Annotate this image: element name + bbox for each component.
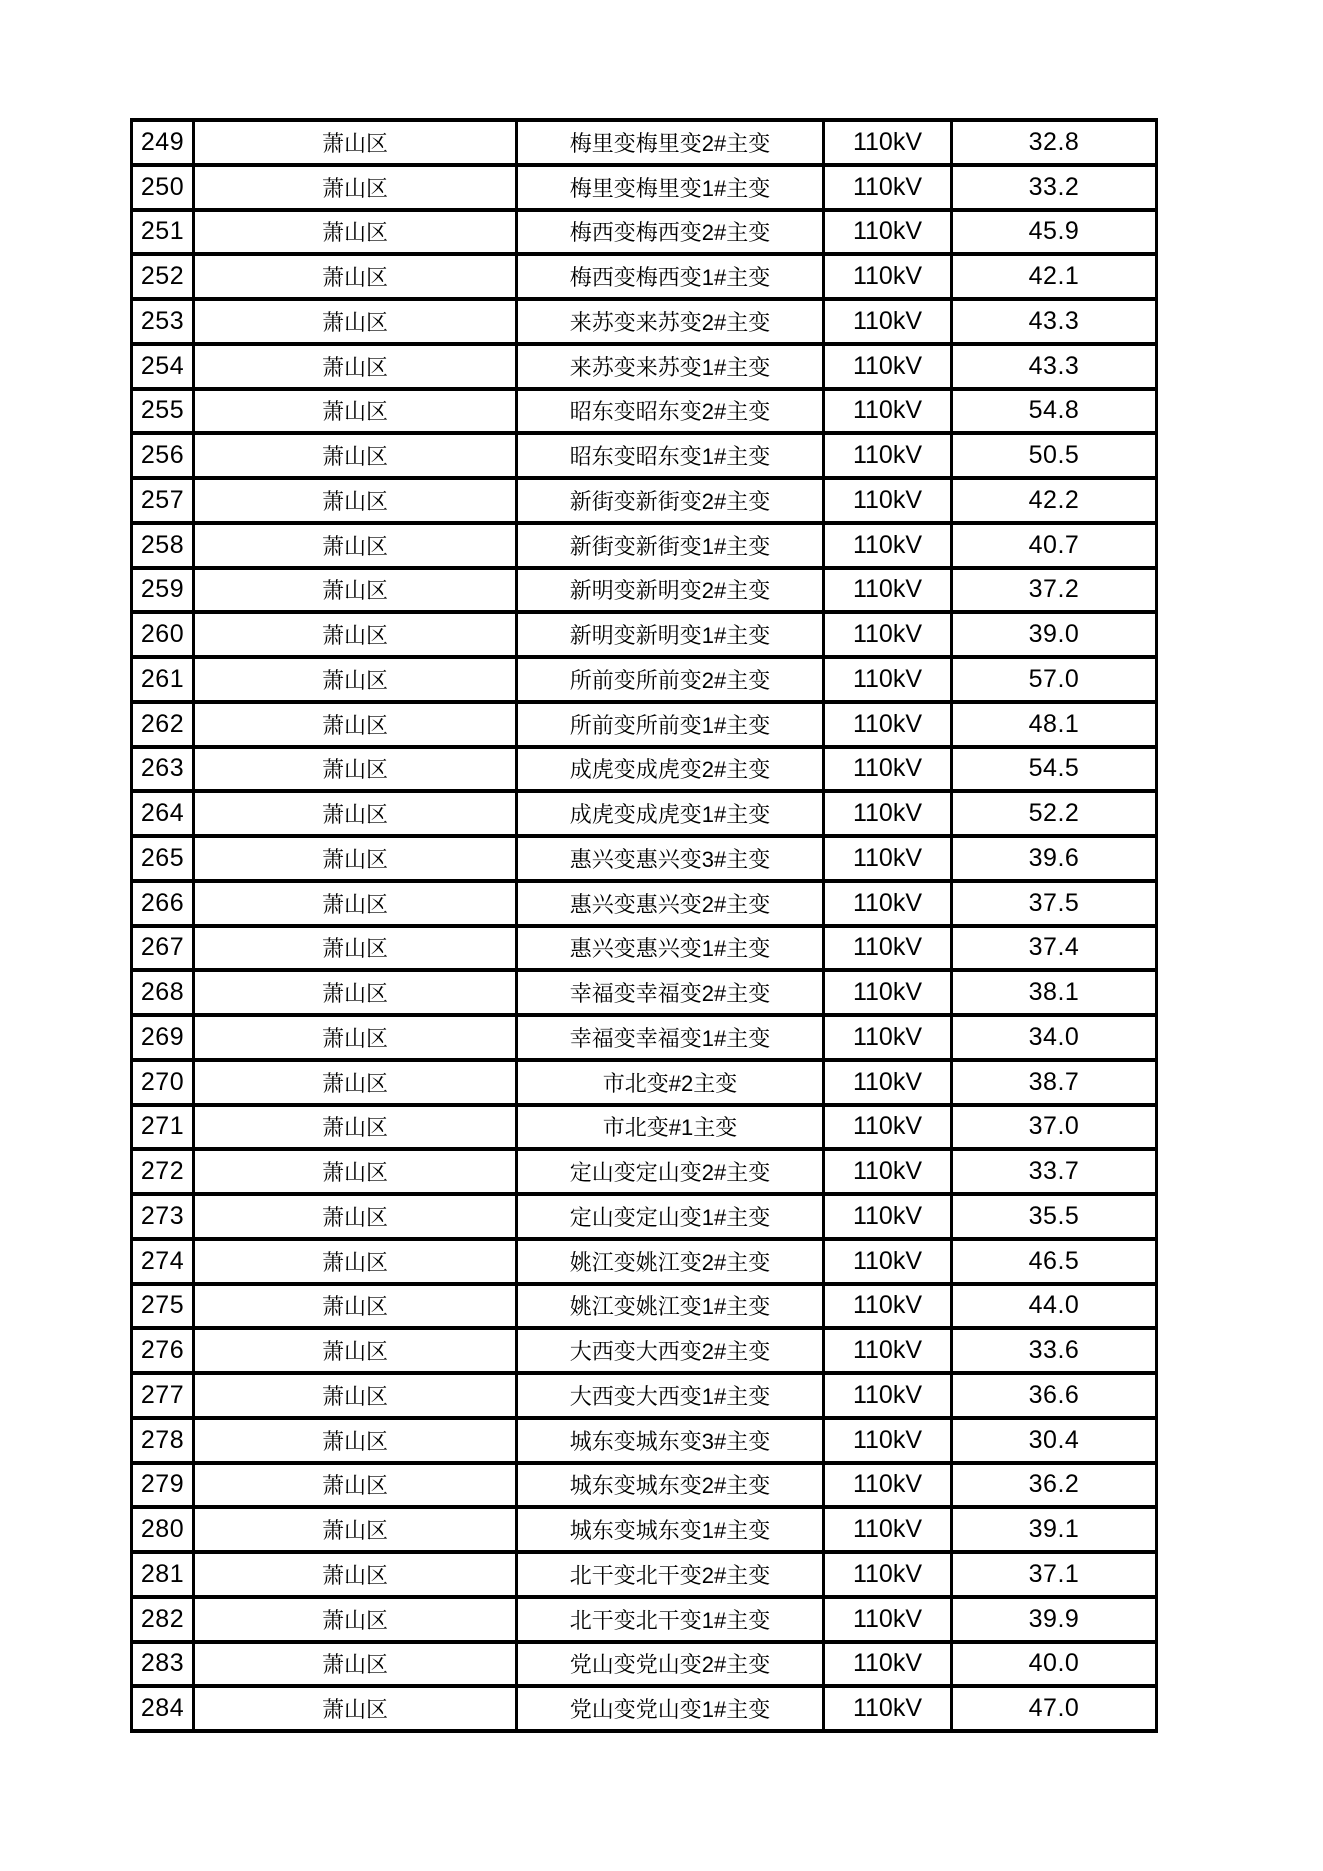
district-cell: 萧山区 [194, 881, 517, 926]
load-rate-cell: 34.0 [952, 1015, 1157, 1060]
district-cell: 萧山区 [194, 478, 517, 523]
transformer-name-cell: 梅里变梅里变2#主变 [517, 120, 824, 165]
voltage-level-cell: 110kV [824, 1463, 952, 1508]
load-rate-cell: 52.2 [952, 791, 1157, 836]
load-rate-cell: 33.7 [952, 1149, 1157, 1194]
table-row [132, 1149, 1157, 1194]
transformer-name-cell: 惠兴变惠兴变3#主变 [517, 836, 824, 881]
row-number-cell: 261 [132, 657, 194, 702]
load-rate-cell: 39.6 [952, 836, 1157, 881]
table-row [132, 791, 1157, 836]
voltage-level-cell: 110kV [824, 254, 952, 299]
transformer-name-cell: 幸福变幸福变2#主变 [517, 970, 824, 1015]
table-row [132, 1015, 1157, 1060]
voltage-level-cell: 110kV [824, 433, 952, 478]
row-number-cell: 266 [132, 881, 194, 926]
row-number-cell: 256 [132, 433, 194, 478]
transformer-name-cell: 姚江变姚江变1#主变 [517, 1284, 824, 1329]
load-rate-cell: 54.8 [952, 389, 1157, 434]
table-row [132, 1328, 1157, 1373]
table-row [132, 165, 1157, 210]
row-number-cell: 262 [132, 702, 194, 747]
district-cell: 萧山区 [194, 433, 517, 478]
row-number-cell: 259 [132, 568, 194, 613]
voltage-level-cell: 110kV [824, 970, 952, 1015]
row-number-cell: 281 [132, 1552, 194, 1597]
table-row [132, 120, 1157, 165]
load-rate-cell: 39.1 [952, 1507, 1157, 1552]
table-row [132, 1463, 1157, 1508]
load-rate-cell: 37.2 [952, 568, 1157, 613]
district-cell: 萧山区 [194, 1194, 517, 1239]
voltage-level-cell: 110kV [824, 478, 952, 523]
row-number-cell: 267 [132, 926, 194, 971]
table-row [132, 1373, 1157, 1418]
transformer-name-cell: 市北变#2主变 [517, 1060, 824, 1105]
load-rate-cell: 54.5 [952, 747, 1157, 792]
voltage-level-cell: 110kV [824, 1642, 952, 1687]
table-row [132, 568, 1157, 613]
table-row [132, 970, 1157, 1015]
district-cell: 萧山区 [194, 344, 517, 389]
transformer-name-cell: 惠兴变惠兴变1#主变 [517, 926, 824, 971]
district-cell: 萧山区 [194, 612, 517, 657]
district-cell: 萧山区 [194, 926, 517, 971]
table-row [132, 836, 1157, 881]
voltage-level-cell: 110kV [824, 702, 952, 747]
voltage-level-cell: 110kV [824, 523, 952, 568]
load-rate-cell: 40.0 [952, 1642, 1157, 1687]
load-rate-cell: 45.9 [952, 210, 1157, 255]
table-row [132, 926, 1157, 971]
load-rate-cell: 38.7 [952, 1060, 1157, 1105]
row-number-cell: 273 [132, 1194, 194, 1239]
table-row [132, 1418, 1157, 1463]
load-rate-cell: 44.0 [952, 1284, 1157, 1329]
load-rate-cell: 37.1 [952, 1552, 1157, 1597]
transformer-name-cell: 城东变城东变2#主变 [517, 1463, 824, 1508]
district-cell: 萧山区 [194, 657, 517, 702]
row-number-cell: 271 [132, 1105, 194, 1150]
load-rate-cell: 30.4 [952, 1418, 1157, 1463]
district-cell: 萧山区 [194, 254, 517, 299]
transformer-name-cell: 昭东变昭东变1#主变 [517, 433, 824, 478]
district-cell: 萧山区 [194, 165, 517, 210]
voltage-level-cell: 110kV [824, 836, 952, 881]
transformer-name-cell: 新明变新明变1#主变 [517, 612, 824, 657]
voltage-level-cell: 110kV [824, 1328, 952, 1373]
voltage-level-cell: 110kV [824, 881, 952, 926]
row-number-cell: 251 [132, 210, 194, 255]
transformer-name-cell: 姚江变姚江变2#主变 [517, 1239, 824, 1284]
district-cell: 萧山区 [194, 299, 517, 344]
table-row [132, 344, 1157, 389]
voltage-level-cell: 110kV [824, 210, 952, 255]
district-cell: 萧山区 [194, 747, 517, 792]
load-rate-cell: 32.8 [952, 120, 1157, 165]
table-row [132, 254, 1157, 299]
row-number-cell: 250 [132, 165, 194, 210]
row-number-cell: 253 [132, 299, 194, 344]
voltage-level-cell: 110kV [824, 1418, 952, 1463]
district-cell: 萧山区 [194, 1642, 517, 1687]
load-rate-cell: 43.3 [952, 344, 1157, 389]
table-row [132, 1194, 1157, 1239]
row-number-cell: 249 [132, 120, 194, 165]
transformer-name-cell: 新街变新街变1#主变 [517, 523, 824, 568]
district-cell: 萧山区 [194, 1552, 517, 1597]
row-number-cell: 277 [132, 1373, 194, 1418]
load-rate-cell: 33.2 [952, 165, 1157, 210]
table-row [132, 1239, 1157, 1284]
transformer-name-cell: 成虎变成虎变2#主变 [517, 747, 824, 792]
load-rate-cell: 42.1 [952, 254, 1157, 299]
transformer-name-cell: 来苏变来苏变2#主变 [517, 299, 824, 344]
table-row [132, 389, 1157, 434]
transformer-name-cell: 惠兴变惠兴变2#主变 [517, 881, 824, 926]
transformer-name-cell: 北干变北干变1#主变 [517, 1597, 824, 1642]
row-number-cell: 257 [132, 478, 194, 523]
transformer-name-cell: 大西变大西变2#主变 [517, 1328, 824, 1373]
voltage-level-cell: 110kV [824, 1149, 952, 1194]
table-row [132, 1507, 1157, 1552]
transformer-name-cell: 所前变所前变2#主变 [517, 657, 824, 702]
transformer-name-cell: 梅里变梅里变1#主变 [517, 165, 824, 210]
district-cell: 萧山区 [194, 702, 517, 747]
table-row [132, 1284, 1157, 1329]
table-row [132, 657, 1157, 702]
voltage-level-cell: 110kV [824, 1686, 952, 1731]
district-cell: 萧山区 [194, 836, 517, 881]
load-rate-cell: 40.7 [952, 523, 1157, 568]
table-row [132, 1552, 1157, 1597]
load-rate-cell: 37.5 [952, 881, 1157, 926]
voltage-level-cell: 110kV [824, 344, 952, 389]
table-row [132, 433, 1157, 478]
district-cell: 萧山区 [194, 523, 517, 568]
table-row [132, 747, 1157, 792]
transformer-name-cell: 北干变北干变2#主变 [517, 1552, 824, 1597]
voltage-level-cell: 110kV [824, 791, 952, 836]
row-number-cell: 270 [132, 1060, 194, 1105]
table-row [132, 478, 1157, 523]
row-number-cell: 269 [132, 1015, 194, 1060]
district-cell: 萧山区 [194, 1418, 517, 1463]
table-row [132, 702, 1157, 747]
row-number-cell: 264 [132, 791, 194, 836]
load-rate-cell: 48.1 [952, 702, 1157, 747]
transformer-name-cell: 城东变城东变1#主变 [517, 1507, 824, 1552]
table-row [132, 1597, 1157, 1642]
district-cell: 萧山区 [194, 1507, 517, 1552]
row-number-cell: 263 [132, 747, 194, 792]
voltage-level-cell: 110kV [824, 1105, 952, 1150]
load-rate-cell: 39.0 [952, 612, 1157, 657]
transformer-name-cell: 新街变新街变2#主变 [517, 478, 824, 523]
row-number-cell: 276 [132, 1328, 194, 1373]
transformer-name-cell: 幸福变幸福变1#主变 [517, 1015, 824, 1060]
transformer-name-cell: 成虎变成虎变1#主变 [517, 791, 824, 836]
row-number-cell: 265 [132, 836, 194, 881]
row-number-cell: 254 [132, 344, 194, 389]
table-row [132, 1060, 1157, 1105]
load-rate-cell: 50.5 [952, 433, 1157, 478]
row-number-cell: 258 [132, 523, 194, 568]
district-cell: 萧山区 [194, 970, 517, 1015]
row-number-cell: 268 [132, 970, 194, 1015]
district-cell: 萧山区 [194, 1463, 517, 1508]
transformer-name-cell: 梅西变梅西变1#主变 [517, 254, 824, 299]
table-row [132, 1686, 1157, 1731]
row-number-cell: 255 [132, 389, 194, 434]
district-cell: 萧山区 [194, 1686, 517, 1731]
row-number-cell: 284 [132, 1686, 194, 1731]
voltage-level-cell: 110kV [824, 657, 952, 702]
district-cell: 萧山区 [194, 1105, 517, 1150]
row-number-cell: 280 [132, 1507, 194, 1552]
transformer-name-cell: 新明变新明变2#主变 [517, 568, 824, 613]
load-rate-cell: 33.6 [952, 1328, 1157, 1373]
district-cell: 萧山区 [194, 791, 517, 836]
district-cell: 萧山区 [194, 1328, 517, 1373]
voltage-level-cell: 110kV [824, 1284, 952, 1329]
load-rate-cell: 36.6 [952, 1373, 1157, 1418]
district-cell: 萧山区 [194, 568, 517, 613]
row-number-cell: 282 [132, 1597, 194, 1642]
voltage-level-cell: 110kV [824, 612, 952, 657]
voltage-level-cell: 110kV [824, 1552, 952, 1597]
voltage-level-cell: 110kV [824, 1239, 952, 1284]
voltage-level-cell: 110kV [824, 120, 952, 165]
row-number-cell: 283 [132, 1642, 194, 1687]
load-rate-cell: 36.2 [952, 1463, 1157, 1508]
voltage-level-cell: 110kV [824, 299, 952, 344]
transformer-name-cell: 党山变党山变1#主变 [517, 1686, 824, 1731]
row-number-cell: 278 [132, 1418, 194, 1463]
voltage-level-cell: 110kV [824, 1507, 952, 1552]
table-row [132, 299, 1157, 344]
row-number-cell: 274 [132, 1239, 194, 1284]
voltage-level-cell: 110kV [824, 747, 952, 792]
transformer-name-cell: 大西变大西变1#主变 [517, 1373, 824, 1418]
voltage-level-cell: 110kV [824, 1015, 952, 1060]
transformer-name-cell: 昭东变昭东变2#主变 [517, 389, 824, 434]
district-cell: 萧山区 [194, 1060, 517, 1105]
district-cell: 萧山区 [194, 1015, 517, 1060]
load-rate-cell: 37.0 [952, 1105, 1157, 1150]
table-row [132, 612, 1157, 657]
transformer-name-cell: 来苏变来苏变1#主变 [517, 344, 824, 389]
transformer-name-cell: 所前变所前变1#主变 [517, 702, 824, 747]
row-number-cell: 252 [132, 254, 194, 299]
transformer-name-cell: 定山变定山变1#主变 [517, 1194, 824, 1239]
load-rate-cell: 37.4 [952, 926, 1157, 971]
transformer-name-cell: 城东变城东变3#主变 [517, 1418, 824, 1463]
table-row [132, 1642, 1157, 1687]
voltage-level-cell: 110kV [824, 1373, 952, 1418]
district-cell: 萧山区 [194, 210, 517, 255]
row-number-cell: 275 [132, 1284, 194, 1329]
district-cell: 萧山区 [194, 1149, 517, 1194]
district-cell: 萧山区 [194, 1373, 517, 1418]
voltage-level-cell: 110kV [824, 1194, 952, 1239]
voltage-level-cell: 110kV [824, 389, 952, 434]
district-cell: 萧山区 [194, 1239, 517, 1284]
table-body [132, 120, 1157, 1731]
transformer-name-cell: 梅西变梅西变2#主变 [517, 210, 824, 255]
voltage-level-cell: 110kV [824, 926, 952, 971]
district-cell: 萧山区 [194, 1597, 517, 1642]
load-rate-cell: 46.5 [952, 1239, 1157, 1284]
load-rate-cell: 43.3 [952, 299, 1157, 344]
table-row [132, 881, 1157, 926]
load-rate-cell: 35.5 [952, 1194, 1157, 1239]
load-rate-cell: 39.9 [952, 1597, 1157, 1642]
load-rate-cell: 47.0 [952, 1686, 1157, 1731]
transformer-name-cell: 定山变定山变2#主变 [517, 1149, 824, 1194]
voltage-level-cell: 110kV [824, 1597, 952, 1642]
table-row [132, 523, 1157, 568]
voltage-level-cell: 110kV [824, 1060, 952, 1105]
row-number-cell: 272 [132, 1149, 194, 1194]
load-rate-cell: 42.2 [952, 478, 1157, 523]
transformer-load-table [130, 118, 1158, 1733]
voltage-level-cell: 110kV [824, 568, 952, 613]
table-row [132, 210, 1157, 255]
district-cell: 萧山区 [194, 389, 517, 434]
row-number-cell: 279 [132, 1463, 194, 1508]
district-cell: 萧山区 [194, 1284, 517, 1329]
voltage-level-cell: 110kV [824, 165, 952, 210]
load-rate-cell: 38.1 [952, 970, 1157, 1015]
table-row [132, 1105, 1157, 1150]
load-rate-cell: 57.0 [952, 657, 1157, 702]
district-cell: 萧山区 [194, 120, 517, 165]
row-number-cell: 260 [132, 612, 194, 657]
transformer-name-cell: 市北变#1主变 [517, 1105, 824, 1150]
transformer-name-cell: 党山变党山变2#主变 [517, 1642, 824, 1687]
